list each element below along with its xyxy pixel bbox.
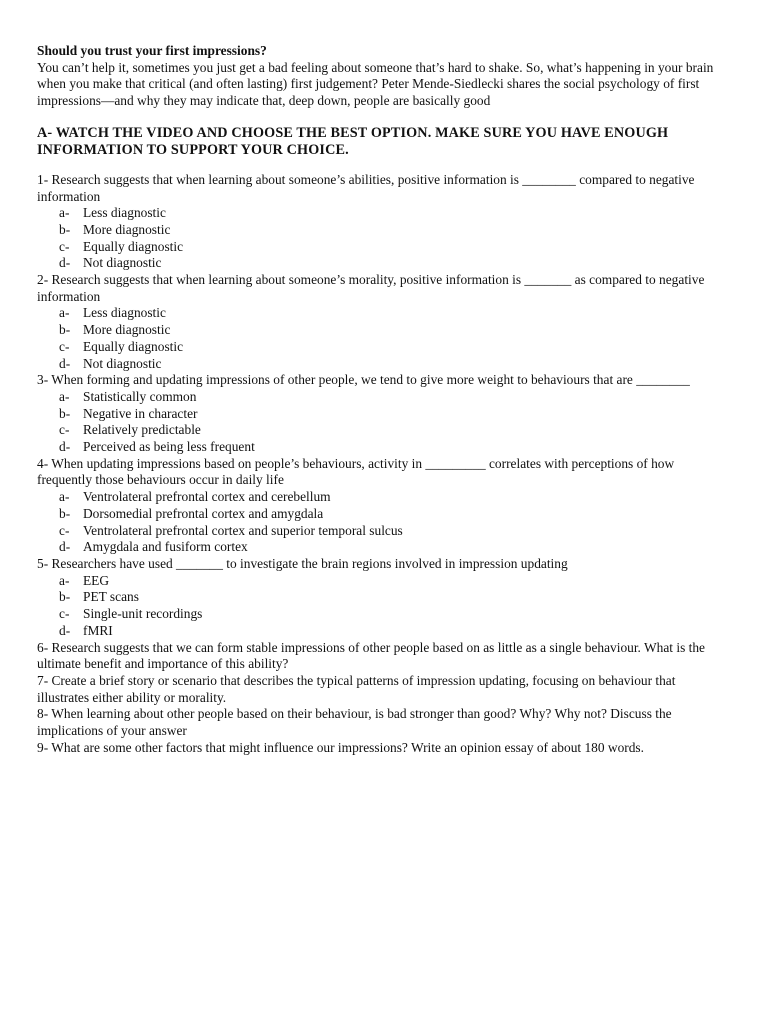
option-letter: a- xyxy=(59,489,70,505)
question-list xyxy=(37,172,727,757)
option-letter: c- xyxy=(59,338,70,354)
question-text: 9- What are some other factors that might influence our impressions? Write an opinion essay of about 180 words. xyxy=(37,739,644,755)
question-text: 2- Research suggests that when learning about someone’s morality, positive information is _______ as compared to negative information xyxy=(37,272,705,304)
answer-option xyxy=(37,205,727,222)
question-text: 6- Research suggests that we can form stable impressions of other people based on as little as a single behaviour. What is the ultimate benefit and importance of this ability? xyxy=(37,639,705,672)
document-title: Should you trust your first impressions? xyxy=(37,43,267,58)
question-text: 5- Researchers have used _______ to investigate the brain regions involved in impression updating xyxy=(37,555,568,571)
answer-option xyxy=(37,489,727,506)
option-letter: c- xyxy=(59,238,70,254)
option-text: Ventrolateral prefrontal cortex and superior temporal sulcus xyxy=(83,522,403,538)
question-block xyxy=(37,556,727,640)
option-letter: d- xyxy=(59,622,71,638)
option-text: PET scans xyxy=(83,589,139,605)
option-letter: d- xyxy=(59,355,71,371)
answer-option xyxy=(37,606,727,623)
option-text: More diagnostic xyxy=(83,322,171,338)
option-text: Equally diagnostic xyxy=(83,338,184,354)
option-text: Less diagnostic xyxy=(83,205,166,221)
answer-option xyxy=(37,222,727,239)
section-heading: A- WATCH THE VIDEO AND CHOOSE THE BEST OPTION. MAKE SURE YOU HAVE ENOUGH INFORMATION TO SUPPORT YOUR CHOICE. xyxy=(37,124,669,158)
question-block xyxy=(37,272,727,372)
option-text: Not diagnostic xyxy=(83,255,162,271)
option-letter: a- xyxy=(59,305,70,321)
question-block xyxy=(37,706,727,739)
option-letter: b- xyxy=(59,589,71,605)
answer-option xyxy=(37,356,727,373)
intro-paragraph: You can’t help it, sometimes you just get a bad feeling about someone that’s hard to shake. So, what’s happening in your brain when you make that critical (and often lasting) first judgement? Peter Mende-Siedlecki shares the social psychology of first impressions—and why they may indicate that, deep down, people are basically good xyxy=(37,59,714,109)
option-letter: a- xyxy=(59,572,70,588)
option-text: Equally diagnostic xyxy=(83,238,184,254)
answer-options xyxy=(37,305,727,372)
option-text: Ventrolateral prefrontal cortex and cerebellum xyxy=(83,489,331,505)
answer-option xyxy=(37,573,727,590)
option-letter: d- xyxy=(59,539,71,555)
answer-option xyxy=(37,439,727,456)
answer-option xyxy=(37,523,727,540)
option-letter: c- xyxy=(59,606,70,622)
option-letter: d- xyxy=(59,255,71,271)
option-text: Not diagnostic xyxy=(83,355,162,371)
option-text: fMRI xyxy=(83,622,113,638)
option-letter: a- xyxy=(59,205,70,221)
answer-option xyxy=(37,255,727,272)
answer-option xyxy=(37,389,727,406)
question-block xyxy=(37,372,727,456)
option-text: More diagnostic xyxy=(83,221,171,237)
answer-option xyxy=(37,239,727,256)
option-letter: a- xyxy=(59,388,70,404)
answer-option xyxy=(37,539,727,556)
answer-option xyxy=(37,589,727,606)
question-text: 7- Create a brief story or scenario that describes the typical patterns of impression updating, focusing on behaviour that illustrates either ability or morality. xyxy=(37,672,676,705)
option-text: Perceived as being less frequent xyxy=(83,439,255,455)
option-letter: b- xyxy=(59,405,71,421)
option-text: Statistically common xyxy=(83,388,197,404)
answer-options xyxy=(37,489,727,556)
option-text: Negative in character xyxy=(83,405,198,421)
question-text: 4- When updating impressions based on people’s behaviours, activity in _________ correlates with perceptions of how frequently those behaviours occur in daily life xyxy=(37,455,675,488)
option-letter: c- xyxy=(59,422,70,438)
option-letter: b- xyxy=(59,322,71,338)
option-text: Less diagnostic xyxy=(83,305,166,321)
option-letter: b- xyxy=(59,221,71,237)
question-text: 3- When forming and updating impressions of other people, we tend to give more weight to behaviours that are ________ xyxy=(37,372,690,388)
option-text: EEG xyxy=(83,572,110,588)
answer-options xyxy=(37,389,727,456)
option-text: Relatively predictable xyxy=(83,422,201,438)
option-text: Amygdala and fusiform cortex xyxy=(83,539,248,555)
answer-option xyxy=(37,406,727,423)
question-text: 8- When learning about other people based on their behaviour, is bad stronger than good? Why? Why not? Discuss the implications of your answer xyxy=(37,706,672,739)
question-block xyxy=(37,172,727,272)
question-block xyxy=(37,640,727,673)
answer-option xyxy=(37,305,727,322)
answer-option xyxy=(37,322,727,339)
question-block xyxy=(37,740,727,757)
document-page xyxy=(37,43,727,756)
answer-options xyxy=(37,573,727,640)
option-letter: b- xyxy=(59,505,71,521)
answer-option xyxy=(37,623,727,640)
answer-option xyxy=(37,422,727,439)
question-text: 1- Research suggests that when learning about someone’s abilities, positive information is ________ compared to negative information xyxy=(37,171,695,204)
option-text: Single-unit recordings xyxy=(83,606,203,622)
question-block xyxy=(37,673,727,706)
answer-option xyxy=(37,506,727,523)
option-letter: c- xyxy=(59,522,70,538)
option-text: Dorsomedial prefrontal cortex and amygdala xyxy=(83,505,324,521)
answer-options xyxy=(37,205,727,272)
question-block xyxy=(37,456,727,556)
option-letter: d- xyxy=(59,439,71,455)
answer-option xyxy=(37,339,727,356)
